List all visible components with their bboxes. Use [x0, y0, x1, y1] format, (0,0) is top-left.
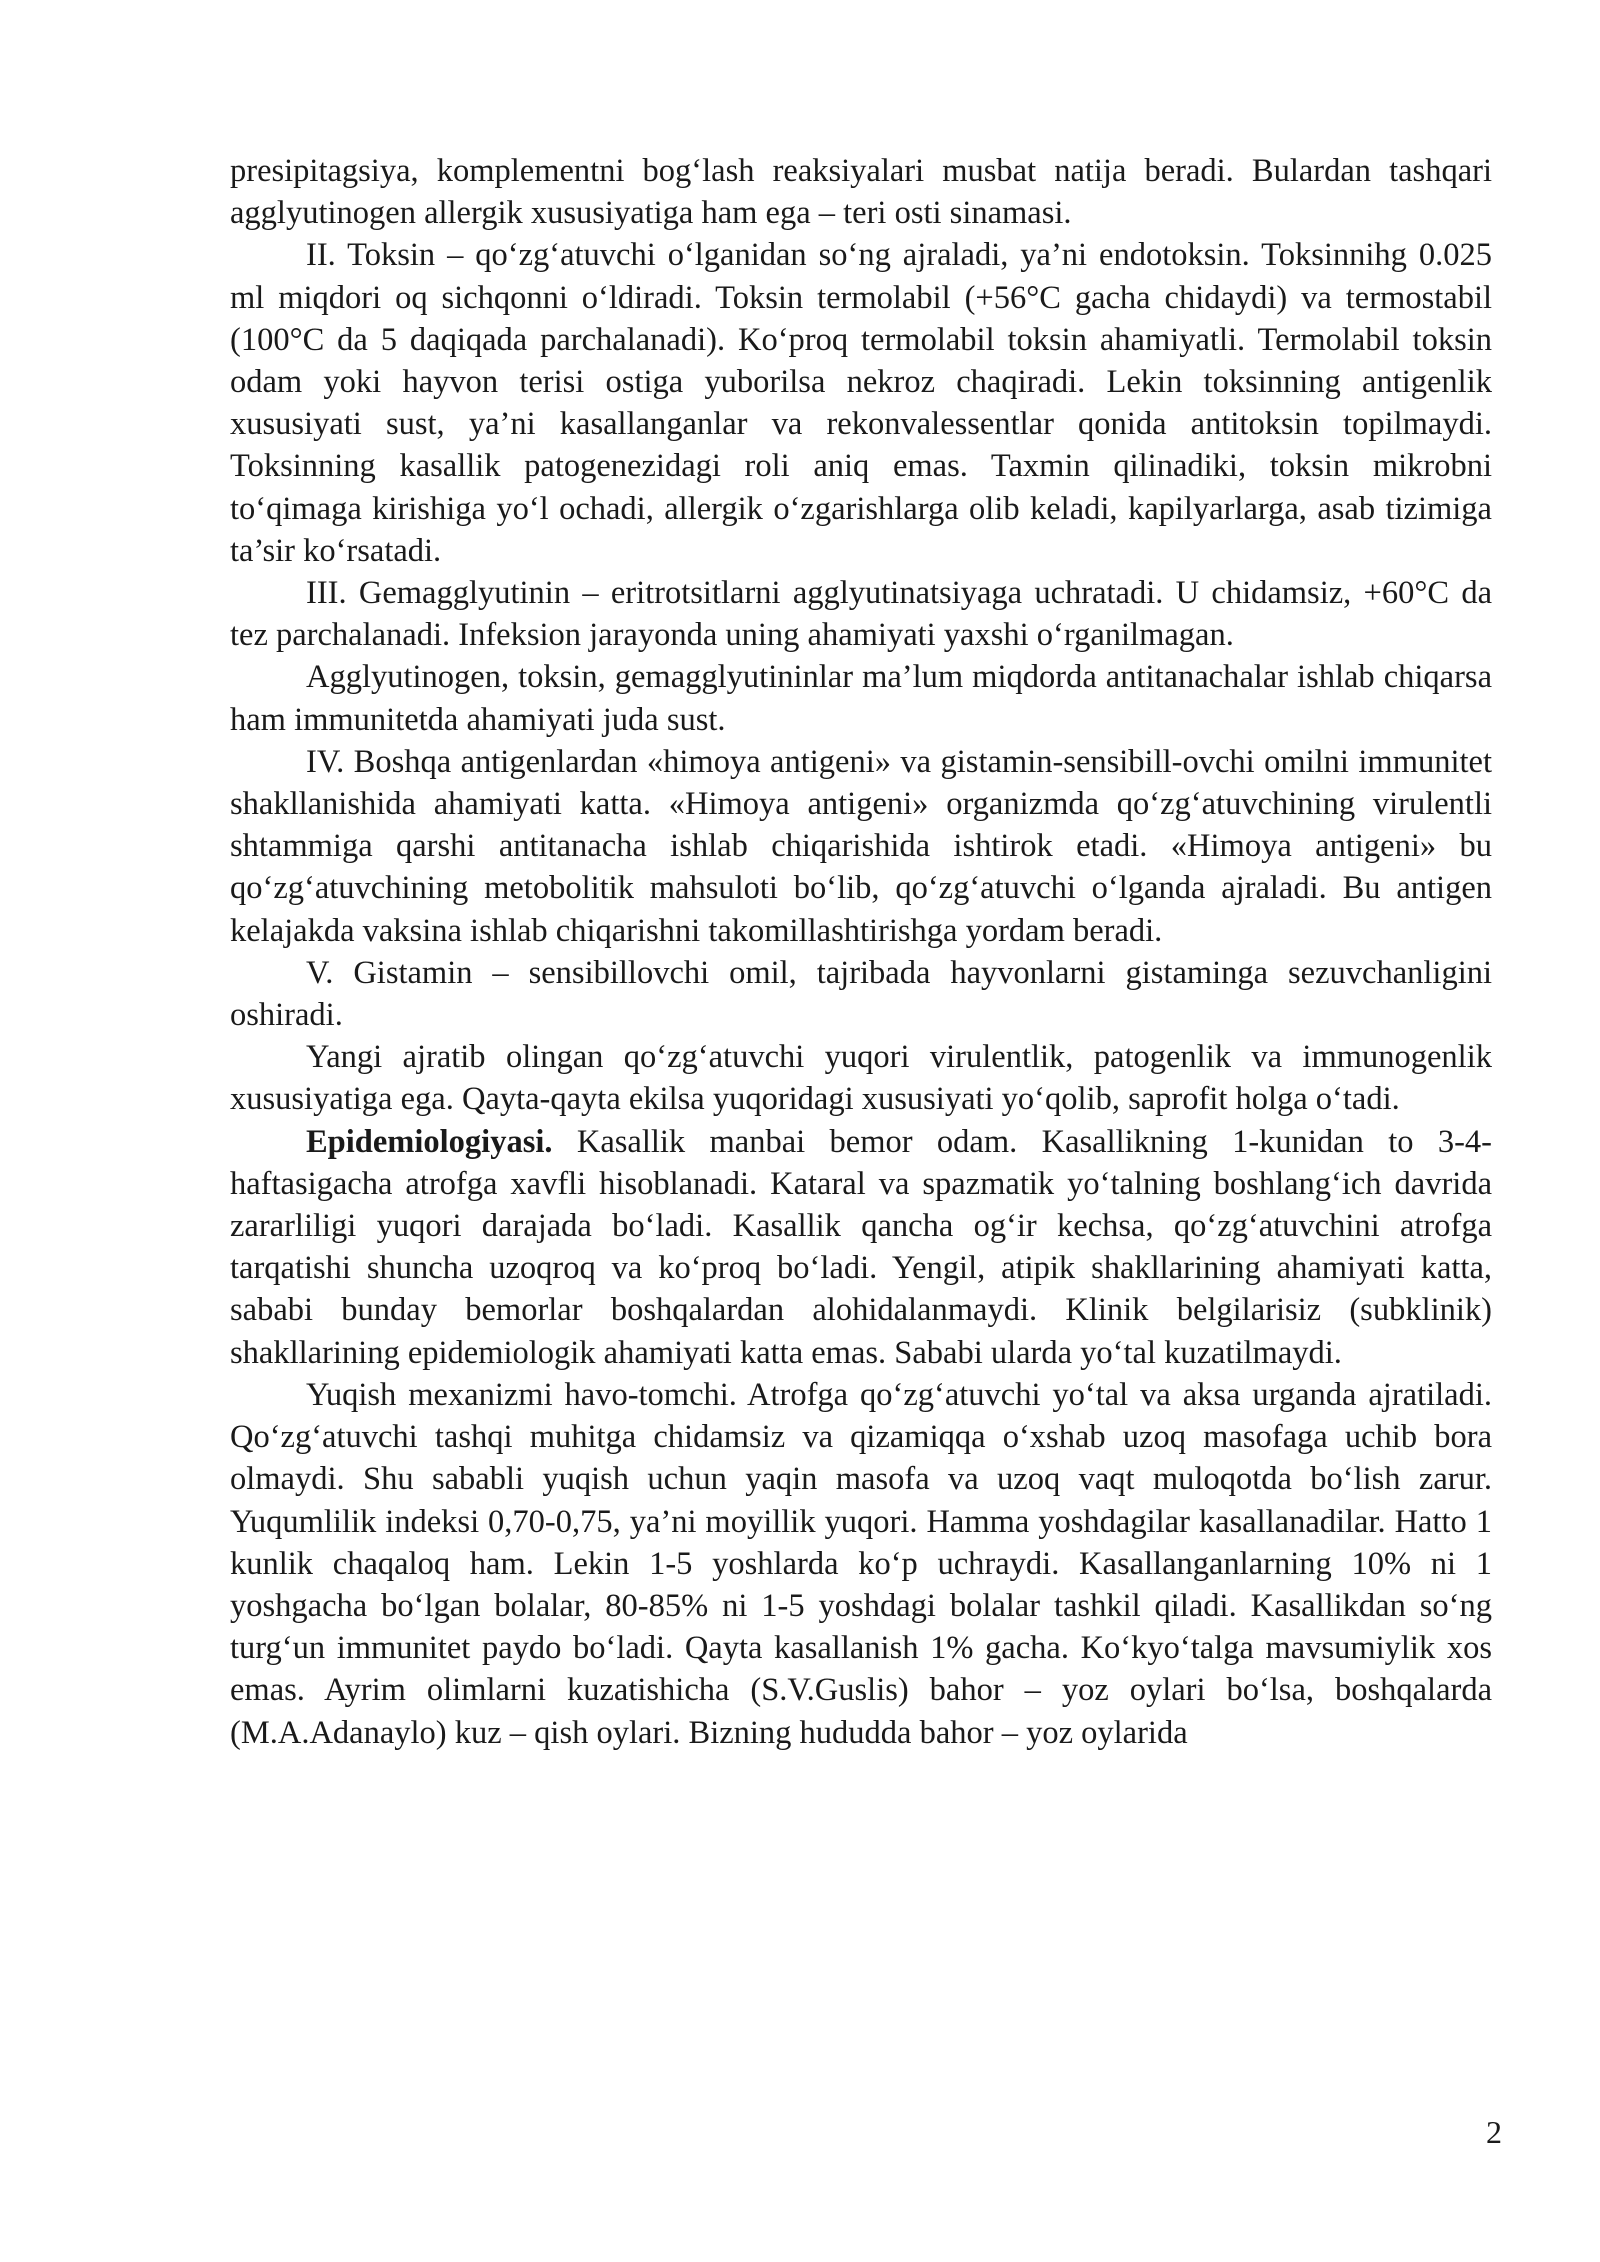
paragraph-continuation: presipitagsiya, komplementni bog‘lash reaksiyalari musbat natija beradi. Bulardan tashqari agglyutinogen allergik xususiyatiga ham ega – teri osti sinamasi.	[230, 153, 1492, 232]
document-page	[230, 150, 1492, 1754]
paragraph-gemagglyutinin: III. Gemagglyutinin – eritrotsitlarni agglyutinatsiyaga uchratadi. U chidamsiz, +60°C da tez parchalanadi. Infeksion jarayonda uning ahamiyati yaxshi o‘rganilmagan.	[230, 575, 1492, 654]
paragraph-toksin: II. Toksin – qo‘zg‘atuvchi o‘lganidan so‘ng ajraladi, ya’ni endotoksin. Toksinnihg 0.025 ml miqdori oq sichqonni o‘ldiradi. Toksin termolabil (+56°C gacha chidaydi) va termostabil (100°C da 5 daqiqada parchalanadi). Ko‘proq termolabil toksin ahamiyatli. Termolabil toksin odam yoki hayvon terisi ostiga yuborilsa nekroz chaqiradi. Lekin toksinning antigenlik xususiyati sust, ya’ni kasallanganlar va rekonvalessentlar qonida antitoksin topilmaydi. Toksinning kasallik patogenezidagi roli aniq emas. Taxmin qilinadiki, toksin mikrobni to‘qimaga kirishiga yo‘l ochadi, allergik o‘zgarishlarga olib keladi, kapilyarlarga, asab tizimiga ta’sir ko‘rsatadi.	[230, 237, 1492, 569]
section-heading-epidemiologiyasi: Epidemiologiyasi.	[306, 1123, 553, 1160]
paragraph-agglyutinogen: Agglyutinogen, toksin, gemagglyutininlar ma’lum miqdorda antitanachalar ishlab chiqarsa ham immunitetda ahamiyati juda sust.	[230, 659, 1492, 738]
paragraph-himoya-antigeni: IV. Boshqa antigenlardan «himoya antigeni» va gistamin-sensibill-ovchi omilni immunitet shakllanishida ahamiyati katta. «Himoya antigeni» organizmda qo‘zg‘atuvchining virulentli shtammiga qarshi antitanacha ishlab chiqarishida ishtirok etadi. «Himoya antigeni» bu qo‘zg‘atuvchining metobolitik mahsuloti bo‘lib, qo‘zg‘atuvchi o‘lganda ajraladi. Bu antigen kelajakda vaksina ishlab chiqarishni takomillashtirishga yordam beradi.	[230, 743, 1492, 949]
paragraph-virulentlik: Yangi ajratib olingan qo‘zg‘atuvchi yuqori virulentlik, patogenlik va immunogenlik xususiyatiga ega. Qayta-qayta ekilsa yuqoridagi xususiyati yo‘qolib, saprofit holga o‘tadi.	[230, 1039, 1492, 1118]
paragraph-gistamin: V. Gistamin – sensibillovchi omil, tajribada hayvonlarni gistaminga sezuvchanligini oshiradi.	[230, 954, 1492, 1034]
paragraph-epidemiologiyasi-body: Kasallik manbai bemor odam. Kasallikning 1-kunidan to 3-4-haftasigacha atrofga xavfli hisoblanadi. Kataral va spazmatik yo‘talning boshlang‘ich davrida zararliligi yuqori darajada bo‘ladi. Kasallik qancha og‘ir kechsa, qo‘zg‘atuvchini atrofga tarqatishi shuncha uzoqroq va ko‘proq bo‘ladi. Yengil, atipik shakllarining ahamiyati katta, sababi bunday bemorlar boshqalardan alohidalanmaydi. Klinik belgilarisiz (subklinik) shakllarining epidemiologik ahamiyati katta emas. Sababi ularda yo‘tal kuzatilmaydi.	[230, 1123, 1492, 1371]
paragraph-yuqish-mexanizmi: Yuqish mexanizmi havo-tomchi. Atrofga qo‘zg‘atuvchi yo‘tal va aksa urganda ajratiladi. Qo‘zg‘atuvchi tashqi muhitga chidamsiz va qizamiqqa o‘xshab uzoq masofaga uchib bora olmaydi. Shu sababli yuqish uchun yaqin masofa va uzoq vaqt muloqotda bo‘lish zarur. Yuqumlilik indeksi 0,70-0,75, ya’ni moyillik yuqori. Hamma yoshdagilar kasallanadilar. Hatto 1 kunlik chaqaloq ham. Lekin 1-5 yoshlarda ko‘p uchraydi. Kasallanganlarning 10% ni 1 yoshgacha bo‘lgan bolalar, 80-85% ni 1-5 yoshdagi bolalar tashkil qiladi. Kasallikdan so‘ng turg‘un immunitet paydo bo‘ladi. Qayta kasallanish 1% gacha. Ko‘kyo‘talga mavsumiylik xos emas. Ayrim olimlarni kuzatishicha (S.V.Guslis) bahor – yoz oylari bo‘lsa, boshqalarda (M.A.Adanaylo) kuz – qish oylari. Bizning hududda bahor – yoz oylarida	[230, 1376, 1492, 1751]
paragraph-epidemiologiyasi	[230, 1121, 1492, 1374]
page-number: 2	[1486, 2114, 1502, 2150]
